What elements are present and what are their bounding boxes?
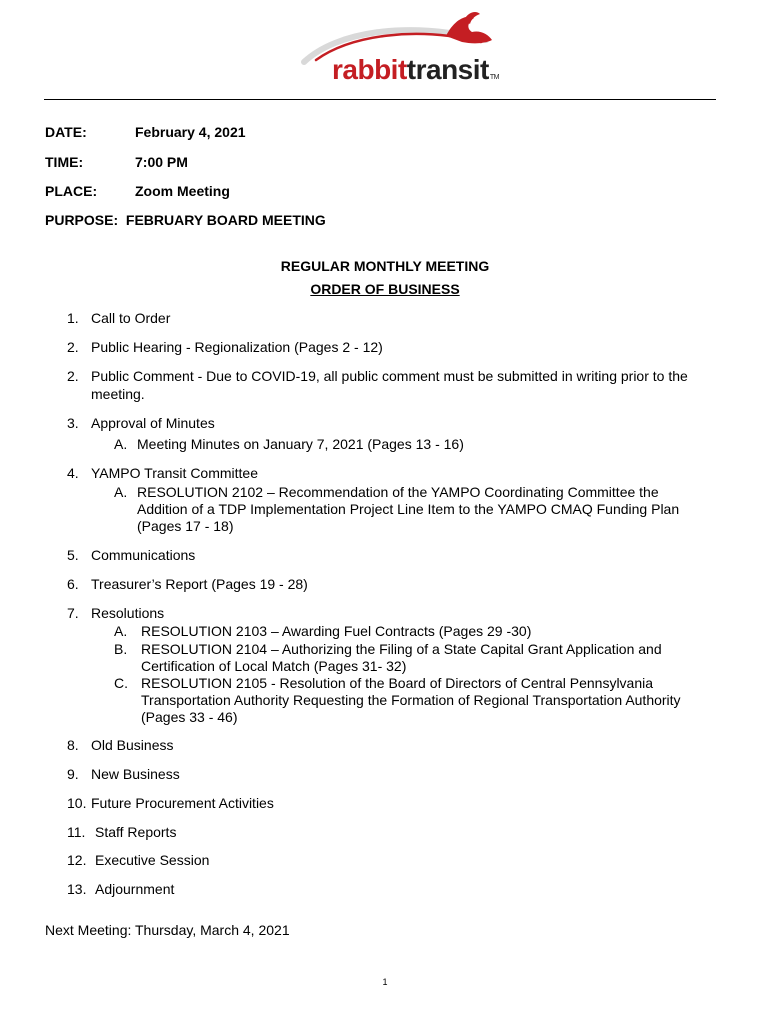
time-row — [45, 154, 188, 170]
place-label: PLACE: — [45, 183, 98, 199]
next-meeting: Next Meeting: Thursday, March 4, 2021 — [45, 922, 290, 938]
place-row — [45, 183, 230, 199]
time-value: 7:00 PM — [135, 154, 188, 170]
brand-name-rabbit: rabbit — [332, 54, 407, 85]
date-label: DATE: — [45, 124, 87, 140]
date-value: February 4, 2021 — [135, 124, 246, 140]
brand-name-transit: transit — [406, 54, 489, 85]
purpose-label: PURPOSE: — [45, 212, 119, 228]
rabbittransit-logo — [296, 10, 526, 86]
place-value: Zoom Meeting — [135, 183, 230, 199]
page-number: 1 — [382, 977, 388, 987]
meeting-title: REGULAR MONTHLY MEETING — [280, 258, 490, 274]
trademark: TM — [489, 74, 499, 81]
purpose-value: FEBRUARY BOARD MEETING — [125, 212, 326, 228]
order-of-business-title: ORDER OF BUSINESS — [310, 281, 460, 297]
time-label: TIME: — [45, 154, 84, 170]
purpose-row — [45, 212, 326, 228]
date-row — [45, 124, 246, 140]
header-rule — [44, 99, 716, 100]
